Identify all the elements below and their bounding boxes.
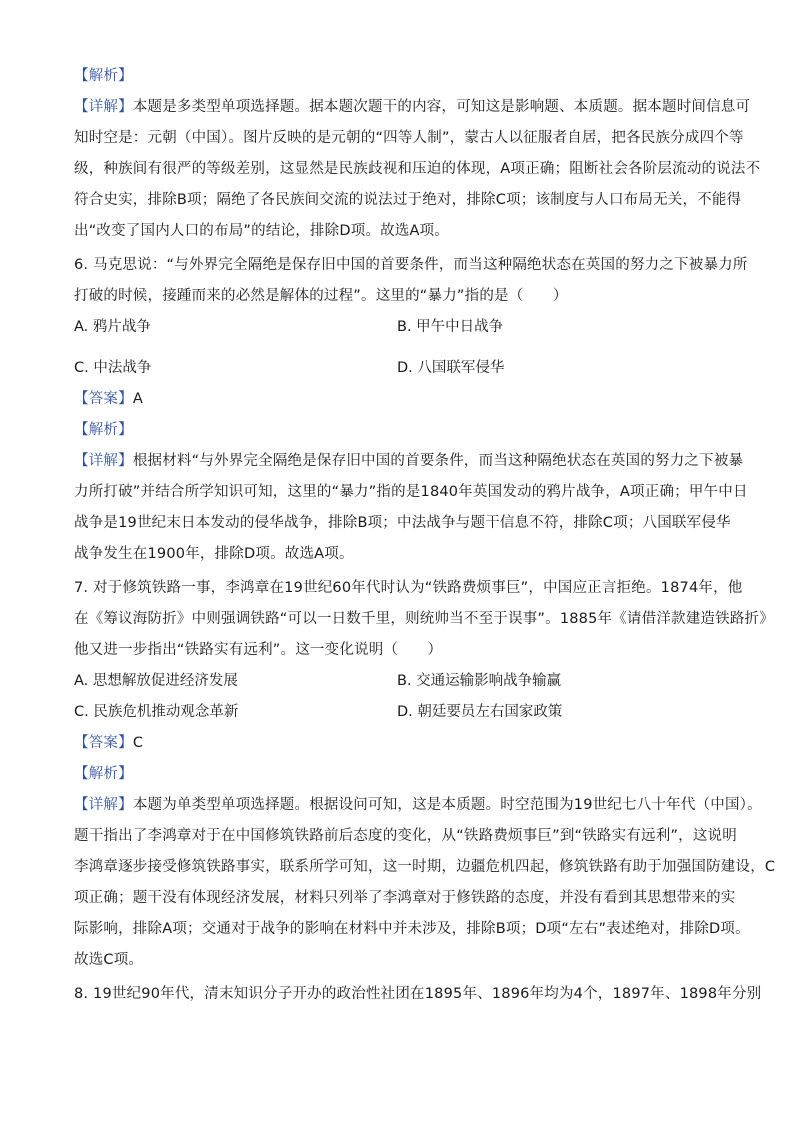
answer-label: 【答案】 <box>74 391 133 407</box>
detail-line: 级，种族间有很严的等级差别，这显然是民族歧视和压迫的体现，A项正确；阻断社会各阶层流动的说法不 <box>74 161 761 177</box>
answer-value: A <box>132 391 143 407</box>
detail-line: 战争是19世纪末日本发动的侵华战争，排除B项；中法战争与题干信息不符，排除C项；八国联军侵华 <box>74 515 731 531</box>
detail-line <box>74 97 750 117</box>
detail-line: 题干指出了李鸿章对于在中国修筑铁路前后态度的变化，从“铁路费烦事巨”到“铁路实有远利”，这说明 <box>74 828 737 844</box>
q6-option-a: A. 鸦片战争 <box>74 319 151 335</box>
detail-text: 本题为单类型单项选择题。根据设问可知，这是本质题。时空范围为19世纪七八十年代（中国）。 <box>132 797 762 813</box>
detail-line: 战争发生在1900年，排除D项。故选A项。 <box>74 546 354 562</box>
answer-value: C <box>132 735 144 751</box>
q7-option-c: C. 民族危机推动观念革新 <box>74 704 239 720</box>
detail-line: 故选C项。 <box>74 952 144 968</box>
detail-line: 知时空是：元朝（中国）。图片反映的是元朝的“四等人制”，蒙古人以征服者自居，把各民族分成四个等 <box>74 130 744 146</box>
detail-line: 李鸿章逐步接受修筑铁路事实，联系所学可知，这一时期，边疆危机四起，修筑铁路有助于加强国防建设，C <box>74 859 776 875</box>
question-7-stem: 他又进一步指出“铁路实有远利”。这一变化说明（ ） <box>74 642 443 658</box>
question-6-stem: 6. 马克思说：“与外界完全隔绝是保存旧中国的首要条件，而当这种隔绝状态在英国的努力之下被暴力所 <box>74 257 748 273</box>
q7-option-a: A. 思想解放促进经济发展 <box>74 673 238 689</box>
detail-text: 根据材料“与外界完全隔绝是保存旧中国的首要条件，而当这种隔绝状态在英国的努力之下被暴 <box>132 453 744 469</box>
q7-option-d: D. 朝廷要员左右国家政策 <box>397 704 563 720</box>
detail-line: 际影响，排除A项；交通对于战争的影响在材料中并未涉及，排除B项；D项“左右”表述绝对，排除D项。 <box>74 921 750 937</box>
detail-label: 【详解】 <box>74 797 133 813</box>
detail-line: 项正确；题干没有体现经济发展，材料只列举了李鸿章对于修铁路的态度，并没有看到其思想带来的实 <box>74 890 736 906</box>
question-7-stem: 7. 对于修筑铁路一事，李鸿章在19世纪60年代时认为“铁路费烦事巨”，中国应正言拒绝。1874年，他 <box>74 580 743 596</box>
q6-option-c: C. 中法战争 <box>74 360 152 376</box>
analysis-label: 【解析】 <box>74 422 133 438</box>
question-8-stem: 8. 19世纪90年代，清末知识分子开办的政治性社团在1895年、1896年均为4个，1897年、1898年分别 <box>74 986 762 1002</box>
detail-line: 符合史实，排除B项；隔绝了各民族间交流的说法过于绝对，排除C项；该制度与人口布局无关，不能得 <box>74 192 742 208</box>
detail-line <box>74 795 762 815</box>
detail-label: 【详解】 <box>74 453 133 469</box>
answer-label: 【答案】 <box>74 735 133 751</box>
detail-line: 力所打破”并结合所学知识可知，这里的“暴力”指的是1840年英国发动的鸦片战争，A项正确；甲午中日 <box>74 484 748 500</box>
q6-option-d: D. 八国联军侵华 <box>397 360 505 376</box>
q6-option-b: B. 甲午中日战争 <box>397 319 504 335</box>
question-6-stem: 打破的时候，接踵而来的必然是解体的过程”。这里的“暴力”指的是（ ） <box>74 288 568 304</box>
question-7-stem: 在《筹议海防折》中则强调铁路“可以一日数千里，则统帅当不至于误事”。1885年《请借洋款建造铁路折》 <box>74 611 774 627</box>
analysis-label: 【解析】 <box>74 766 133 782</box>
detail-text: 本题是多类型单项选择题。据本题次题干的内容，可知这是影响题、本质题。据本题时间信息可 <box>132 99 751 115</box>
analysis-label: 【解析】 <box>74 68 133 84</box>
q7-answer <box>74 733 143 753</box>
detail-line <box>74 451 743 471</box>
q6-answer <box>74 389 143 409</box>
q7-option-b: B. 交通运输影响战争输赢 <box>397 673 562 689</box>
detail-label: 【详解】 <box>74 99 133 115</box>
detail-line: 出“改变了国内人口的布局”的结论，排除D项。故选A项。 <box>74 223 450 239</box>
